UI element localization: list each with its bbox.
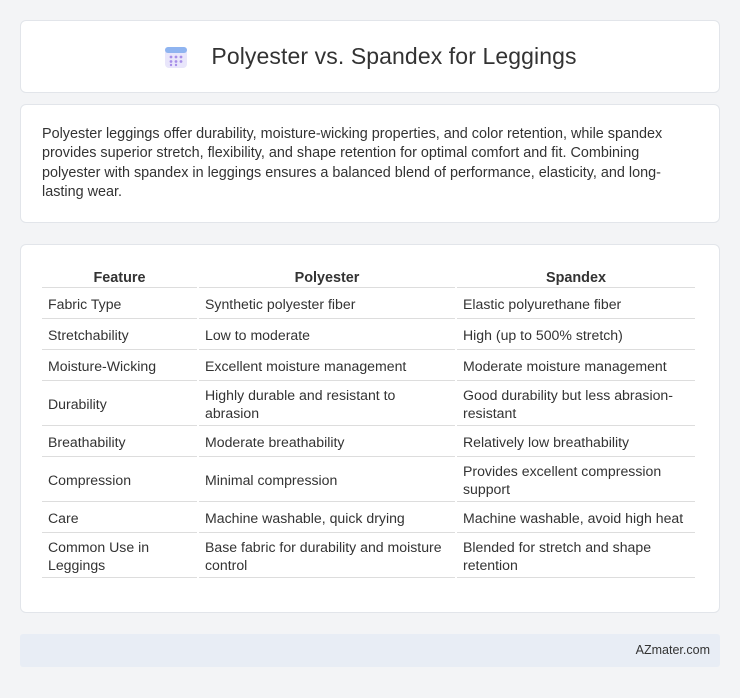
summary-card [20,104,720,223]
feature-cell: Compression [42,459,197,502]
spandex-cell: Provides excellent compression support [457,459,695,502]
page-title: Polyester vs. Spandex for Leggings [211,43,577,69]
column-header-spandex: Spandex [457,266,695,288]
spandex-cell: Blended for stretch and shape retention [457,535,695,578]
column-header-polyester: Polyester [199,266,455,288]
feature-cell: Care [42,504,197,533]
spandex-cell: Moderate moisture management [457,352,695,381]
table-row [42,504,695,533]
spandex-cell: High (up to 500% stretch) [457,321,695,350]
polyester-cell: Machine washable, quick drying [199,504,455,533]
table-row [42,428,695,457]
title-card [20,20,720,93]
polyester-cell: Minimal compression [199,459,455,502]
feature-cell: Moisture-Wicking [42,352,197,381]
feature-cell: Breathability [42,428,197,457]
spandex-cell: Elastic polyurethane fiber [457,290,695,319]
table-row [42,290,695,319]
polyester-cell: Moderate breathability [199,428,455,457]
table-row [42,352,695,381]
feature-cell: Stretchability [42,321,197,350]
polyester-cell: Highly durable and resistant to abrasion [199,383,455,426]
table-row [42,535,695,578]
summary-text: Polyester leggings offer durability, moisture-wicking properties, and color retention, while spandex provides superior stretch, flexibility, and shape retention for optimal comfort and fit. Combining polyester with spandex in leggings ensures a balanced blend of performance, elasticity, and long-lasting wear. [42,126,663,201]
column-header-feature: Feature [42,266,197,288]
table-row [42,321,695,350]
spandex-cell: Machine washable, avoid high heat [457,504,695,533]
footer-brand-link[interactable]: AZmater.com [635,643,710,657]
table-header-row [42,266,695,288]
polyester-cell: Base fabric for durability and moisture control [199,535,455,578]
table-row [42,459,695,502]
feature-cell: Durability [42,383,197,426]
polyester-cell: Excellent moisture management [199,352,455,381]
table-row [42,383,695,426]
comparison-table [40,264,697,580]
spandex-cell: Relatively low breathability [457,428,695,457]
spandex-cell: Good durability but less abrasion-resistant [457,383,695,426]
polyester-cell: Synthetic polyester fiber [199,290,455,319]
footer-bar [20,634,720,667]
polyester-cell: Low to moderate [199,321,455,350]
feature-cell: Common Use in Leggings [42,535,197,578]
calendar-icon [163,44,189,70]
comparison-table-card [20,244,720,613]
feature-cell: Fabric Type [42,290,197,319]
